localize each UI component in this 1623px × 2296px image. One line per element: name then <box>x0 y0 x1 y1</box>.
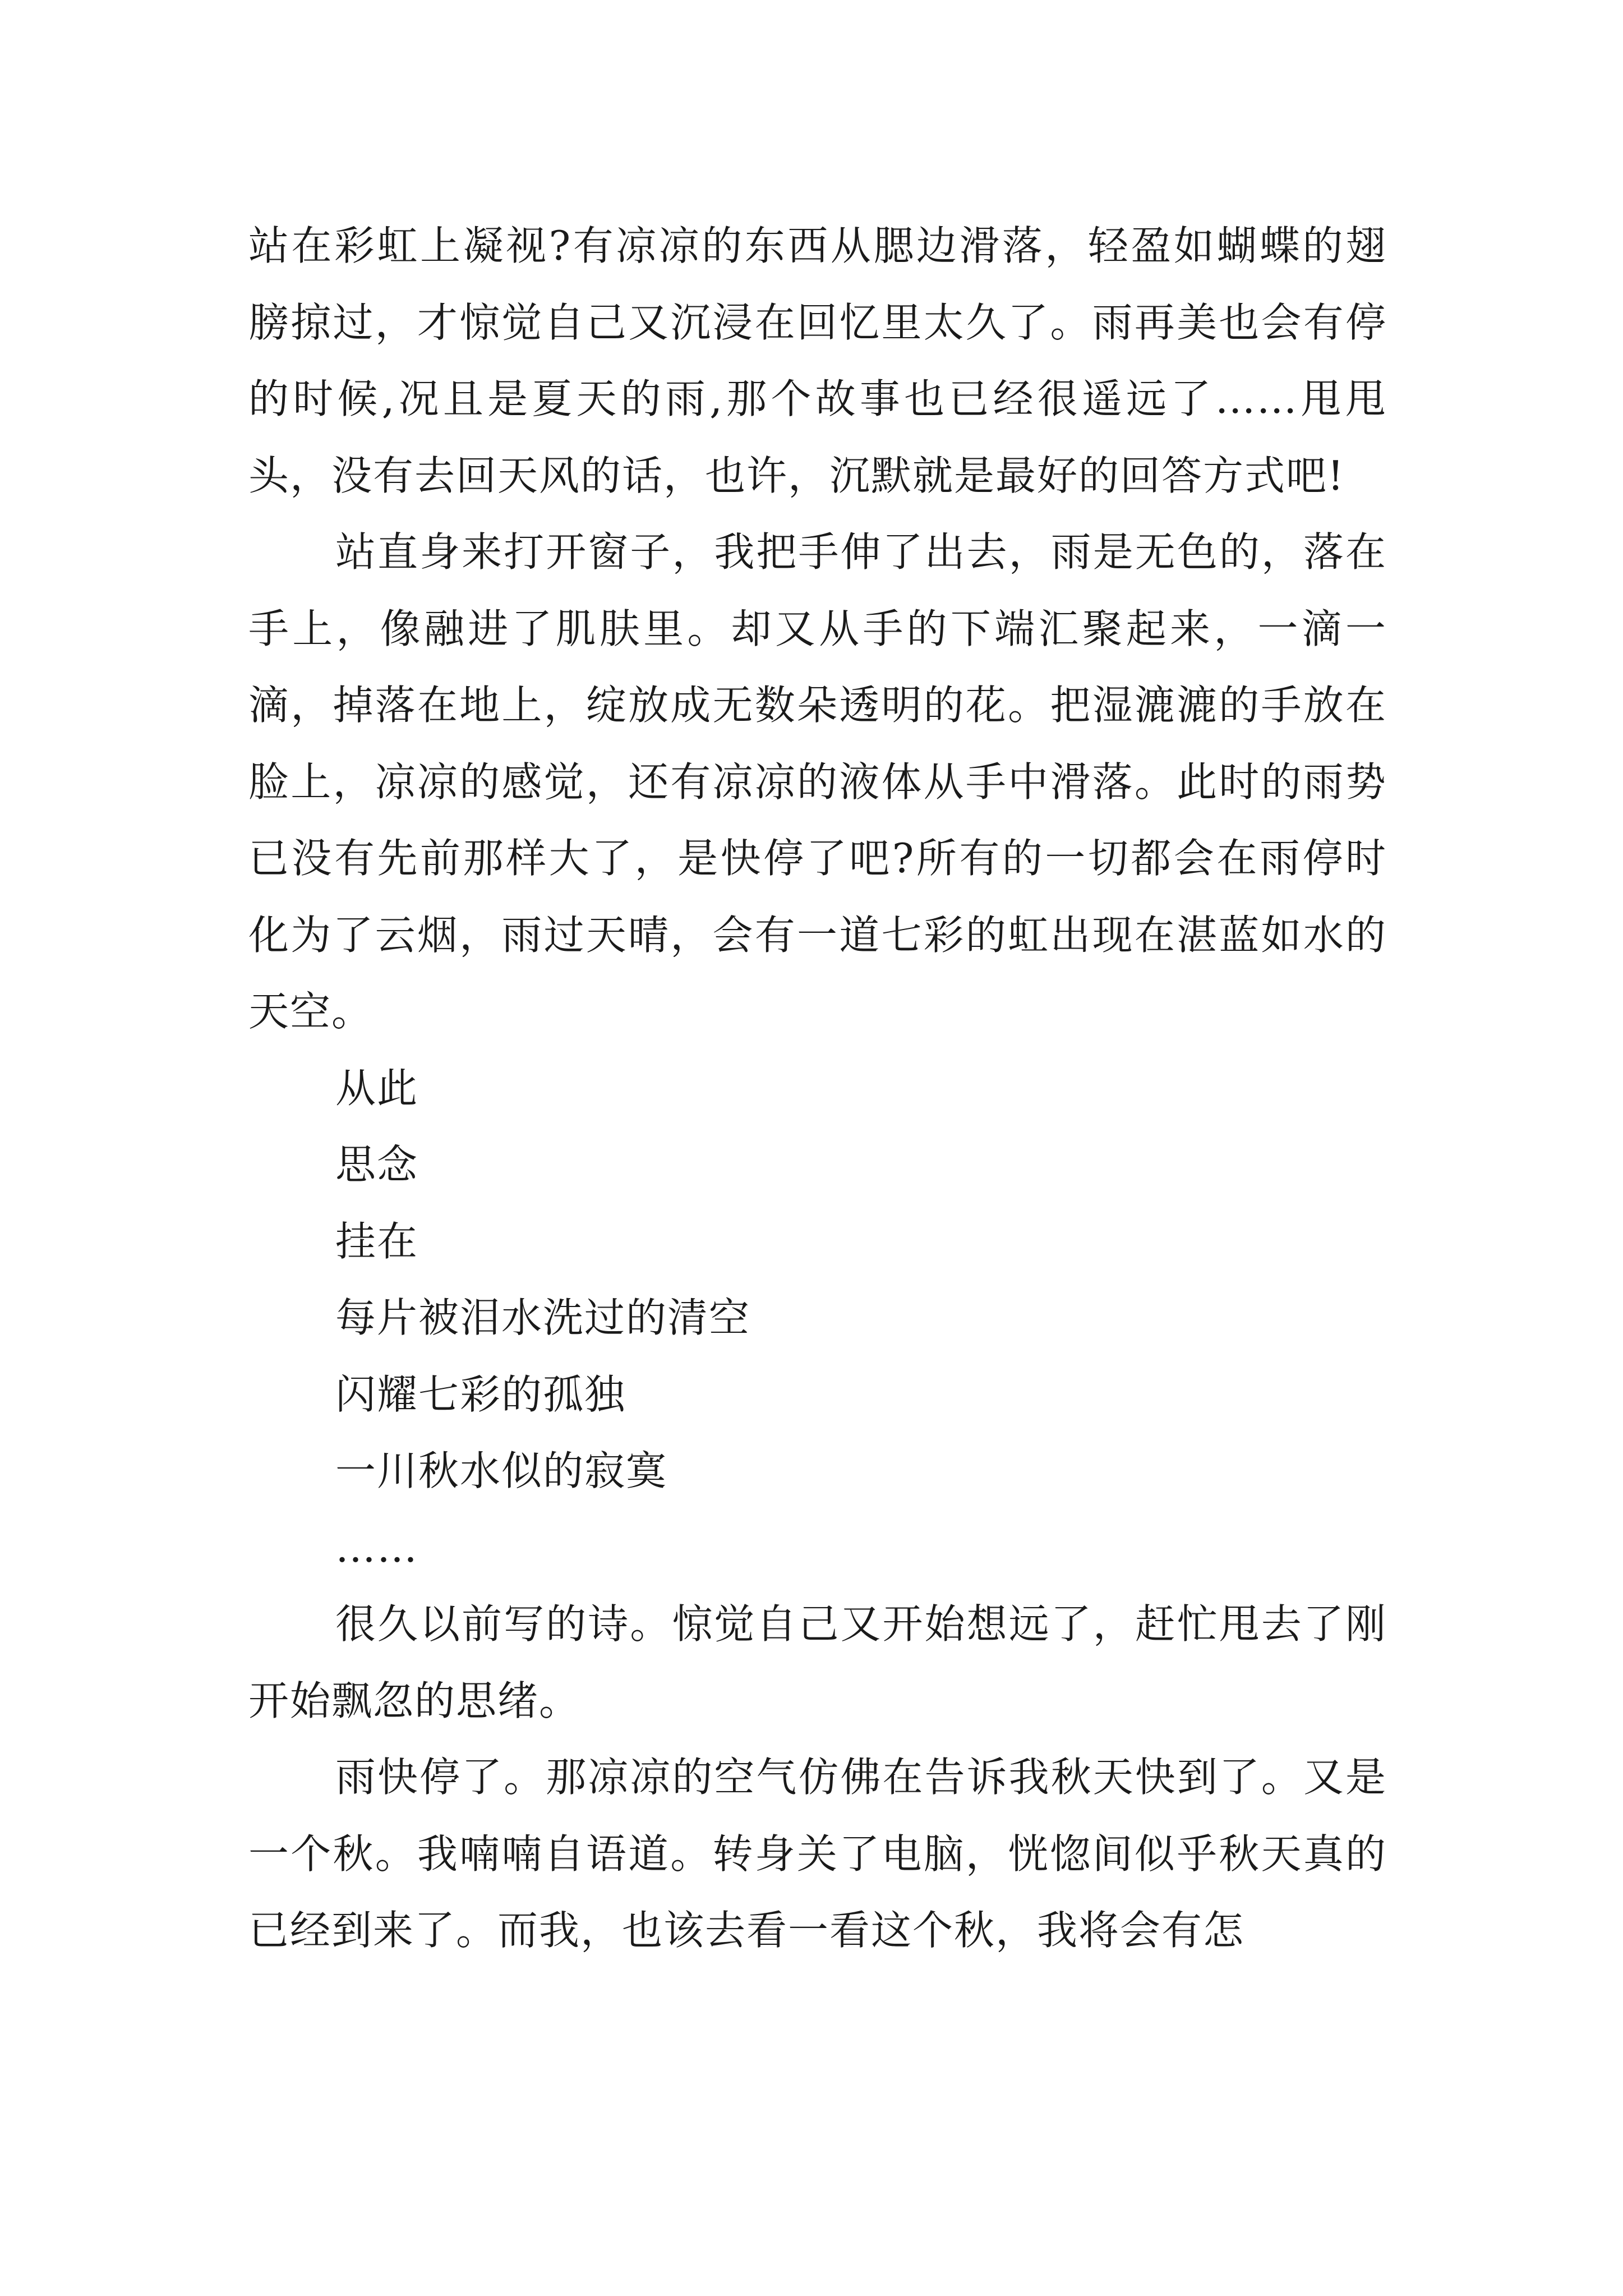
paragraph-autumn: 雨快停了。那凉凉的空气仿佛在告诉我秋天快到了。又是一个秋。我喃喃自语道。转身关了电脑，恍惚间似乎秋天真的已经到来了。而我，也该去看一看这个秋，我将会有怎 <box>248 1754 1387 1954</box>
poem-ellipsis: …… <box>335 1524 418 1571</box>
body-text <box>248 208 1387 1969</box>
paragraph-continued: 站在彩虹上凝视?有凉凉的东西从腮边滑落，轻盈如蝴蝶的翅膀掠过，才惊觉自己又沉浸在回忆里太久了。雨再美也会有停的时候,况且是夏天的雨,那个故事也已经很遥远了……甩甩头，没有去回天风的话，也许，沉默就是最好的回答方式吧! <box>248 222 1387 499</box>
poem <box>248 1050 1387 1586</box>
poem-line: 每片被泪水洗过的清空 <box>335 1294 751 1341</box>
poem-line: 闪耀七彩的孤独 <box>335 1370 626 1418</box>
paragraph-window: 站直身来打开窗子，我把手伸了出去，雨是无色的，落在手上，像融进了肌肤里。却又从手的下端汇聚起来，一滴一滴，掉落在地上，绽放成无数朵透明的花。把湿漉漉的手放在脸上，凉凉的感觉，还有凉凉的液体从手中滑落。此时的雨势已没有先前那样大了，是快停了吧?所有的一切都会在雨停时化为了云烟，雨过天晴，会有一道七彩的虹出现在湛蓝如水的天空。 <box>248 528 1387 1035</box>
poem-line: 从此 <box>335 1064 419 1112</box>
poem-line: 挂在 <box>335 1217 419 1265</box>
poem-line: 一川秋水似的寂寞 <box>335 1447 668 1494</box>
poem-line: 思念 <box>335 1141 419 1188</box>
paragraph-old-poem: 很久以前写的诗。惊觉自己又开始想远了，赶忙甩去了刚开始飘忽的思绪。 <box>248 1600 1387 1724</box>
